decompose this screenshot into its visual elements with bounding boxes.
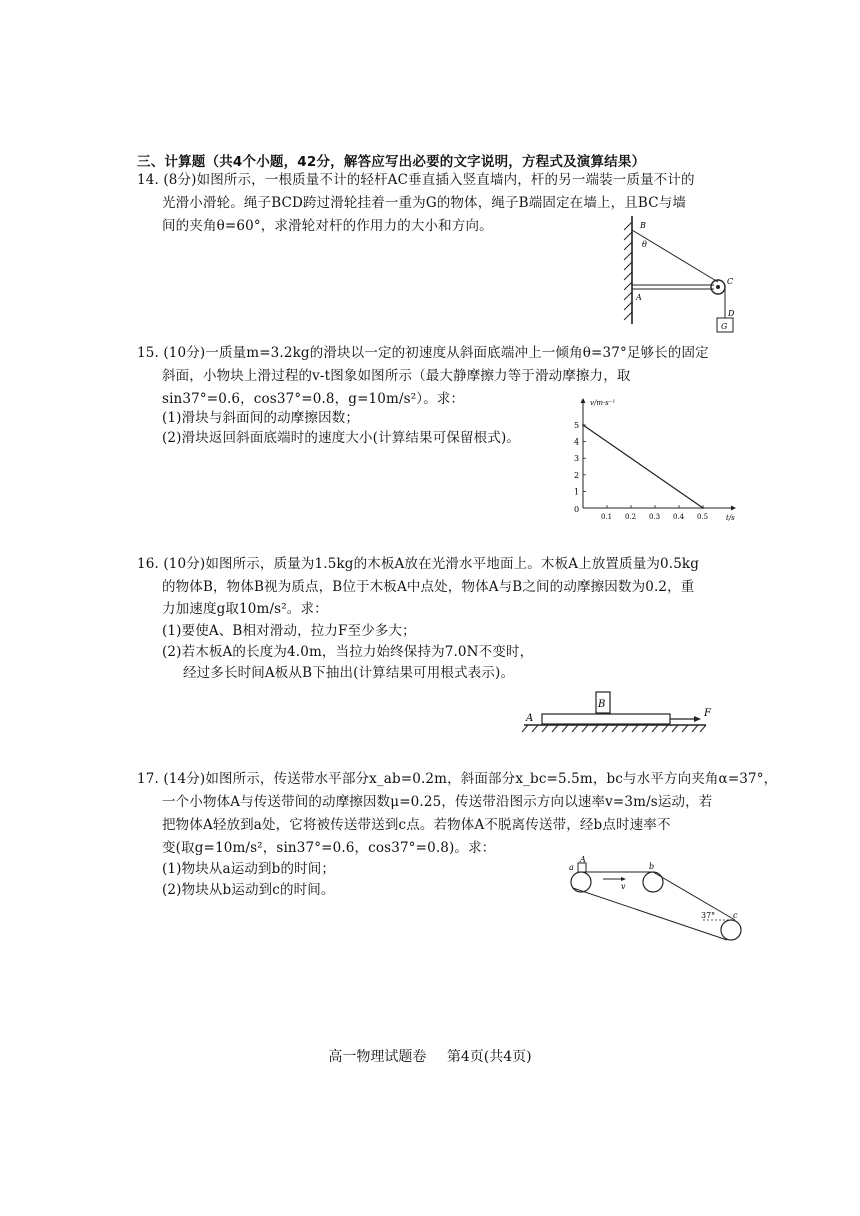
q17-line-2: 一个小物体A与传送带间的动摩擦因数μ=0.25，传送带沿图示方向以速率v=3m/s运动，若: [162, 794, 713, 810]
vt-y-tick-label: 1: [574, 487, 580, 497]
q16-line-3: 力加速度g取10m/s²。求：: [162, 601, 328, 617]
q14-line-3: 间的夹角θ=60°，求滑轮对杆的作用力的大小和方向。: [162, 218, 493, 234]
q17-line-4: 变(取g=10m/s²，sin37°=0.6，cos37°=0.8)。求：: [162, 840, 496, 856]
q15-line-5: (2)滑块返回斜面底端时的速度大小(计算结果可保留根式)。: [162, 430, 521, 446]
q17-line-1: 17. (14分)如图所示，传送带水平部分x_ab=0.2m，斜面部分x_bc=5.5m，bc与水平方向夹角α=37°，: [137, 771, 778, 787]
vt-data-point: [582, 424, 584, 426]
q17-line-5: (1)物块从a运动到b的时间；: [162, 861, 336, 877]
q17-line-6: (2)物块从b运动到c的时间。: [162, 882, 335, 898]
vt-y-tick-label: 3: [574, 454, 580, 464]
q17-line-3: 把物体A轻放到a处，它将被传送带送到c点。若物体A不脱离传送带，经b点时速率不: [162, 817, 671, 833]
vt-y-tick-label: 2: [574, 470, 580, 480]
vt-x-tick-label: 0.5: [697, 513, 709, 521]
footer-subject: 高一物理试题卷: [328, 1049, 427, 1065]
q14-label-B: B: [640, 221, 646, 230]
q16-line-2: 的物体B，物体B视为质点，B位于木板A中点处，物体A与B之间的动摩擦因数为0.2，重: [162, 579, 695, 595]
vt-y-label: v/m·s⁻¹: [590, 399, 616, 407]
q16-figure: [520, 688, 740, 738]
q14-label-G: G: [721, 322, 728, 331]
q17-label-A: A: [580, 855, 586, 864]
q14-line-1: 14. (8分)如图所示，一根质量不计的轻杆AC垂直插入竖直墙内，杆的另一端装一质量不计的: [137, 172, 695, 188]
vt-x-tick-label: 0.3: [649, 513, 661, 521]
vt-data-point: [702, 507, 704, 509]
q16-line-4: (1)要使A、B相对滑动，拉力F至少多大；: [162, 623, 416, 639]
q14-label-A: A: [636, 293, 642, 302]
q15-line-2: 斜面，小物块上滑过程的v-t图象如图所示（最大静摩擦力等于滑动摩擦力，取: [162, 368, 631, 384]
q14-label-theta: θ: [642, 240, 647, 249]
page-footer: [0, 1046, 860, 1066]
q16-label-F: F: [704, 708, 711, 719]
q16-label-B: B: [598, 699, 606, 710]
q16-label-A: A: [526, 713, 534, 724]
q15-line-3: sin37°=0.6，cos37°=0.8，g=10m/s²）。求：: [162, 391, 465, 407]
section-title: 三、计算题（共4个小题，42分，解答应写出必要的文字说明，方程式及演算结果）: [137, 154, 646, 170]
vt-x-label: t/s: [726, 514, 735, 522]
q14-line-2: 光滑小滑轮。绳子BCD跨过滑轮挂着一重为G的物体，绳子B端固定在墙上，且BC与墙: [162, 195, 687, 211]
q14-label-C: C: [727, 277, 734, 286]
q15-line-1: 15. (10分)一质量m=3.2kg的滑块以一定的初速度从斜面底端冲上一倾角θ=37°足够长的固定: [137, 345, 709, 361]
vt-series-line: [583, 425, 703, 508]
footer-page: 第4页(共4页): [446, 1049, 532, 1065]
q17-label-c: c: [733, 911, 738, 920]
q17-label-b: b: [649, 862, 655, 871]
vt-y-tick-label: 5: [574, 421, 580, 430]
q16-line-1: 16. (10分)如图所示，质量为1.5kg的木板A放在光滑水平地面上。木板A上放置质量为0.5kg: [137, 556, 700, 572]
q16-line-5: (2)若木板A的长度为4.0m，当拉力始终保持为7.0N不变时，: [162, 644, 534, 660]
q16-line-6: 经过多长时间A板从B下抽出(计算结果可用根式表示)。: [183, 665, 515, 681]
vt-x-tick-label: 0.4: [673, 513, 685, 521]
vt-x-tick-label: 0.2: [625, 513, 637, 521]
q17-label-angle: 37°: [701, 911, 716, 920]
vt-x-tick-label: 0.1: [601, 513, 613, 521]
q15-line-4: (1)滑块与斜面间的动摩擦因数；: [162, 410, 360, 426]
q17-figure: [563, 852, 753, 952]
vt-origin: 0: [574, 505, 580, 514]
q17-label-v: v: [621, 882, 626, 891]
q14-label-D: D: [728, 309, 735, 318]
vt-chart: [566, 396, 746, 526]
vt-y-tick-label: 4: [574, 437, 580, 447]
q14-figure: [618, 212, 748, 342]
q17-label-a: a: [569, 863, 574, 872]
